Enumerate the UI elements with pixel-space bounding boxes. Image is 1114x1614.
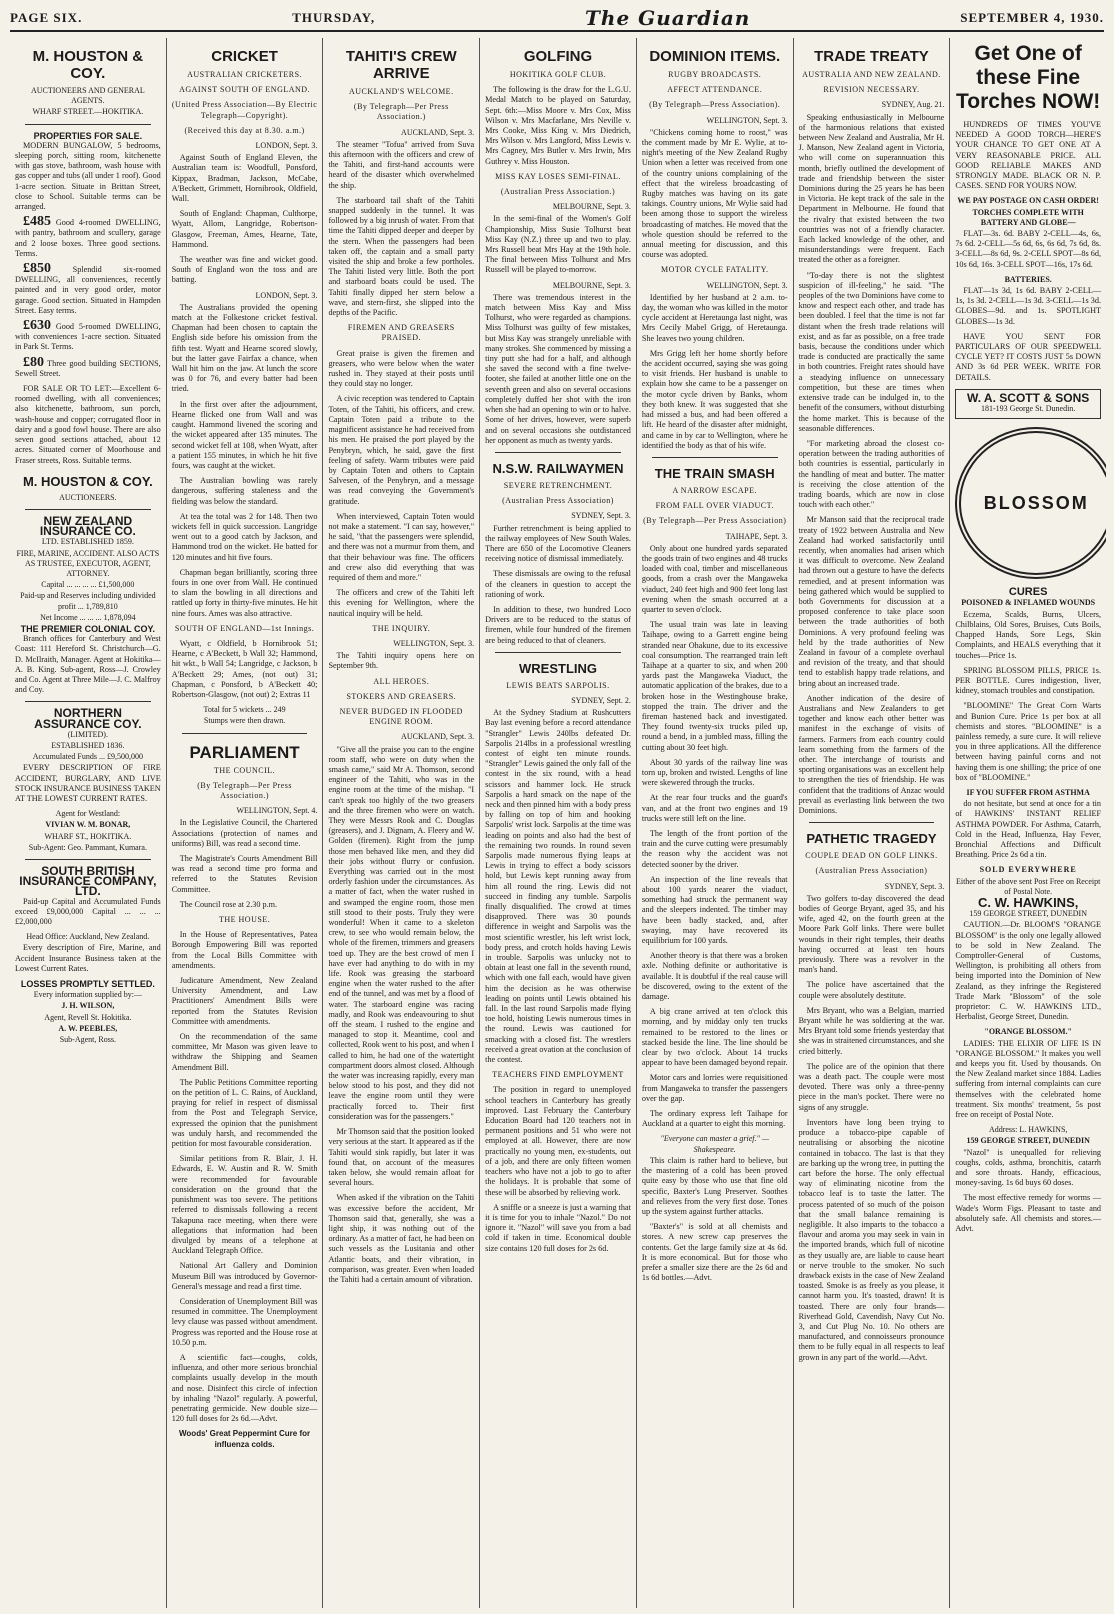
insurance-lines: FIRE, MARINE, ACCIDENT. ALSO ACTS AS TRUSTEE, EXECUTOR, AGENT, ATTORNEY.	[16, 548, 160, 578]
insurance-agent: A. W. PEEBLES,	[58, 1023, 118, 1033]
insurance-subagent: Sub-Agent: Geo. Pammant, Kumara.	[28, 842, 147, 852]
insurance-established: ESTABLISHED 1836.	[51, 740, 125, 750]
insurance-agent-address: Sub-Agent, Ross.	[59, 1035, 116, 1045]
insurance-agent: VIVIAN W. M. BONAR,	[45, 820, 131, 830]
article-subhead: RUGBY BROADCASTS.	[668, 70, 762, 79]
advertisement-subhead: CURES	[1008, 586, 1048, 599]
article-subhead: MISS KAY LOSES SEMI-FINAL.	[495, 171, 621, 181]
article-paragraph: Against South of England Eleven, the Australian team is: Woodfull, Ponsford, Kippax, Bradman, Jackson, McCabe, A'Beckett, Grimmett, Hornibrook, Oldfield, Wall.	[171, 153, 318, 204]
article-paragraph: These dismissals are owing to the refusal of the cleaners in question to accept the rationing of work.	[485, 569, 631, 599]
article-headline: PARLIAMENT	[189, 742, 300, 762]
insurance-heading: NEW ZEALAND INSURANCE CO.	[39, 513, 136, 539]
advertisement-note: WE PAY POSTAGE ON CASH ORDER!	[957, 196, 1099, 206]
article-paragraph: "Give all the praise you can to the engine room staff, who were on duty when the smash came," said Mr A. Thomson, second engineer of the Tahiti, who was in the engine room at the time of the mishap. "I can't speak too highly of the two greasers and the three firemen who were on watch. They were Messrs Rook and C. Douglas (greasers), and J. Dignam, A. Fleery and W. Golden (firemen). Right from the jump those men behaved like men, and they did their jobs without flurry or confusion. Everything was carried out in the most orderly fashion under the circumstances. As a matter of fact, when the water rushed in and swamped the engine room, those men still stood to their posts. Truly they were wonderful! When it came to a skeleton crew, to see who would remain below, the whole of the firemen, trimmers and greasers toed up. They are the best crowd of men I have ever had anything to do with in my life. Rook was greasing the starboard engine when the water rushed to the after end of the tunnel, and was met by a flood of water. The starboard engine was racing madly, and Rook was endeavouring to shut off the steam. I rushed to the engine and managed to stop it. Meantime, cool and collected, Rook went to his post, and when I called to him, he had one of the watertight compartment doors almost closed. Although the water was increasing rapidly, every man below stood to his post, and they did not leave the engine room until they were practically forced to. Their first consideration was for the passengers."	[328, 744, 475, 1121]
section-heading: PROPERTIES FOR SALE.	[33, 130, 143, 141]
column-1	[10, 38, 167, 1608]
article-subhead: REVISION NECESSARY.	[823, 85, 920, 95]
advertisement-text: Eczema, Scalds, Burns, Ulcers, Chilblains, Old Sores, Bruises, Cuts Boils, Chapped Hands, Sore Legs, Skin Complaints, and HEALS everything that it touches—Price 1s.	[955, 609, 1102, 660]
article-paragraph: The Public Petitions Committee reporting on the petition of L. C. Rains, of Auckland, praying for relief in respect of dismissal from the Post and Telegraph Service, expressed the opinion that the punishment was unduly harsh, and recommended the petition for most favourable consideration.	[171, 1077, 318, 1149]
article-paragraph: National Art Gallery and Dominion Museum Bill was introduced by Governor-General's message and read a first time.	[171, 1261, 318, 1291]
article-subhead: STOKERS AND GREASERS.	[346, 691, 457, 701]
insurance-agent-address: Agent, Revell St. Hokitika.	[44, 1012, 132, 1022]
article-headline: N.S.W. RAILWAYMEN	[492, 460, 624, 476]
blossom-seal-logo	[955, 427, 1106, 579]
property-listing: FOR SALE OR TO LET:—Excellent 6-roomed dwelling, with all conveniences; also kitchenette, bathroom, sun porch, wash-house and copper; corrugated floor in dairy and a good fowl house. There are also seven good sections attached, about 12 acres. Situated corner of Moorhouse and Fraser streets, Ross. Suitable terms.	[15, 384, 161, 465]
article-paragraph: About 30 yards of the railway line was torn up, broken and twisted. Lengths of line were skewered through the trucks.	[641, 757, 788, 788]
scorecard-heading: SOUTH OF ENGLAND—1st Innings.	[174, 623, 315, 633]
property-text: Good 5-roomed DWELLING, with conveniences 1-acre section. Situated in Park St. Terms.	[15, 322, 161, 352]
day-label: THURSDAY,	[292, 10, 376, 25]
article-subhead: THE HOUSE.	[218, 915, 271, 925]
press-credit: (By Telegraph—Per Press Association.)	[197, 780, 292, 800]
article-paragraph: The officers and crew of the Tahiti left this evening for Wellington, where the nautical inquiry will be held.	[328, 588, 475, 618]
property-price: £630	[23, 318, 51, 334]
property-text: Good 4-roomed DWELLING, with pantry, bathroom and scullery, garage and 2 loose boxes. Three good sections. Terms.	[15, 218, 161, 258]
advertisement-text: HUNDREDS OF TIMES YOU'VE NEEDED A GOOD TORCH—HERE'S YOUR CHANCE TO GET ONE AT A VERY REASONABLE PRICE. ALL GOOD RELIABLE MAKES AND STRONGLY MADE. BLACK OR N. P. CASES. SEND FOR YOURS NOW.	[955, 120, 1102, 191]
price-list: FLAT—3s. 6d. BABY 2-CELL—4s, 6s, 7s 6d. 2-CELL—5s 6d, 6s, 6s 6d, 7s 6d, 8s. 3-CELL—8s 6d, 9s. 2-CELL SPOT—8s 6d, 10s 6d, 16s. 3-CELL SPOT—16s, 17s 6d.	[955, 229, 1102, 269]
insurance-info: Every information supplied by:—	[33, 990, 142, 1000]
article-headline: TAHITI'S CREW ARRIVE	[345, 48, 457, 82]
article-subhead: FROM FALL OVER VIADUCT.	[655, 501, 774, 511]
insurance-subtitle: LTD. ESTABLISHED 1859.	[41, 537, 134, 547]
article-paragraph: At tea the total was 2 for 148. Then two wickets fell in quick succession. Langridge went out to a good catch by Jackson, and Hammond trod on the wicket. He batted for 120 minutes and hit five fours.	[171, 511, 318, 562]
advertisement-subhead: IF YOU SUFFER FROM ASTHMA	[966, 787, 1090, 797]
advertisement-text: do not hesitate, but send at once for a tin of HAWKINS' INSTANT RELIEF ASTHMA POWDER. For Asthma, Catarrh, Cold in the Head, Influenza, Hay Fever, Bronchial Affections and Difficult Breathing. Price 2s 6d a tin.	[955, 799, 1102, 860]
article-paragraph: Further retrenchment is being applied to the railway employees of New South Wales. There are 650 of the Locomotive Cleaners receiving notice of dismissal immediately.	[485, 523, 631, 564]
article-paragraph: The length of the front portion of the train and the curve cutting were presumably the reason why the accident was not detected sooner by the driver.	[641, 829, 788, 869]
dateline: TAIHAPE, Sept. 3.	[725, 531, 788, 541]
article-paragraph: The Australian bowling was rarely dangerous, suffering staleness and the fielding was below the standard.	[171, 476, 318, 506]
article-headline: PATHETIC TRAGEDY	[806, 831, 937, 847]
advertisement-headline: Get One of these Fine Torches NOW!	[956, 42, 1101, 113]
insurance-figure: Accumulated Funds ... £9,500,000	[32, 752, 143, 762]
article-paragraph: Consideration of Unemployment Bill was resumed in committee. The Unemployment levy clause was passed without amendment. Progress was reported and the House rose at 10.50 p.m.	[171, 1296, 318, 1347]
insurance-heading: SOUTH BRITISH INSURANCE COMPANY, LTD.	[19, 864, 157, 899]
insurance-office: Head Office: Auckland, New Zealand.	[26, 932, 150, 942]
insurance-text: Every description of Fire, Marine, and Accident Insurance Business taken at the Lowest Current Rates.	[15, 943, 161, 973]
article-paragraph: Mr Thomson said that the position looked very serious at the start. It appeared as if the Tahiti would sink rapidly, but later it was found that, on account of the measures taken below, she would remain afloat for several hours.	[328, 1127, 475, 1188]
article-subhead: ALL HEROES.	[373, 676, 430, 686]
article-paragraph: When interviewed, Captain Toten would not make a statement. "I can say, however," he said, "that the passengers were splendid, and there was not a murmur from them, and that their behaviour was fine. The officers and crew also did everything that was required of them and more."	[328, 511, 475, 582]
insurance-text: EVERY DESCRIPTION OF FIRE ACCIDENT, BURGLARY, AND LIVE STOCK INSURANCE BUSINESS TAKEN AT THE LOWEST CURRENT RATES.	[15, 763, 161, 803]
advertisement-text: This claim is rather hard to believe, but the mastering of a cold has been proved quite easy by those who use that fine old specific, Baxter's Lung Preserver. Soothes and relieves from the very first dose. Tones up the system against further attacks.	[641, 1155, 788, 1216]
property-text: Three good building SECTIONS, Sewell Street.	[15, 358, 161, 378]
advertisement-text: A sniffle or a sneeze is just a warning that it is time for you to inhale "Nazol." Do not ignore it. "Nazol" will save you from a bad cold if taken in time. Economical double size contains 120 full doses for 2s 6d.	[485, 1202, 631, 1253]
article-subhead: NEVER BUDGED IN FLOODED ENGINE ROOM.	[339, 706, 463, 727]
press-credit: (Australian Press Association)	[502, 496, 614, 506]
property-listing	[15, 354, 161, 379]
column-7	[950, 38, 1106, 1608]
article-paragraph: The police are of the opinion that there was a death pact. The couple were most devoted. There was only a three-penny piece in the man's pocket. There were no signs of any struggle.	[798, 1061, 945, 1112]
article-paragraph: At the Sydney Stadium at Rushcutters Bay last evening before a record attendance "Strangler" Lewis 240lbs defeated Dr. Sarpolis 214lbs in a professional wrestling contest of eight ten minute rounds. "Strangler" Lewis gained the only fall of the contest in the six round, with a head scissors and hammer lock. He struck Sarpolis a hard smack on the nape of the neck and then pinned him with a body press by falling on top of him and hooking Sarpolis' wrist lock. Sarpolis at the time was leading on points and also had the best of the remaining two rounds. In round seven Sarpolis made numerous flying leaps at Lewis in trying to effect a body scissors hold, but Lewis kept running away from him all round the ring. Lewis did not succeed in finding any tumble. Sarpolis finally disqualified. The crowd at times disapproved. There was 30 pounds difference in weight and Sarpolis was the most scientific wrestler, his left wrist lock, body press, and crotch holds having Lewis in trouble. Sarpolis was unlucky not to obtain at least one fall in the seventh round, which with one fall each, would have given him the decision as he was otherwise leading on points until Lewis obtained his fall. In the last round Sarpolis made flying toe hold, hoisting Lewis numerous times in the round. Lewis was cautioned for smacking with a closed fist. The wrestlers received a great ovation at the conclusion of the contest.	[485, 708, 631, 1065]
article-subhead: COUPLE DEAD ON GOLF LINKS.	[805, 851, 938, 861]
article-paragraph: Mrs Bryant, who was a Belgian, married Bryant while he was soldiering at the war. Mrs Bryant told some friends yesterday that she was in straitened circumstances, and she cried bitterly.	[798, 1005, 945, 1056]
article-paragraph: Mr Manson said that the reciprocal trade treaty of 1922 between Australia and New Zealand had worked satisfactorily until recently, when anomalies had arisen which it was difficult to overcome. New Zealand had thrown out a gesture to have the defects remedied, and at present information was being gathered which would be supplied to both Governments for discussion at a proposed conference to take place soon between the trade authorities of both Dominions. A very profound feeling was held by the trade authorities of New Zealand in favour of a complete overhaul and revision of the treaty, and that should tend to establish happy trade relations, and bring about an increased trade.	[798, 515, 945, 688]
newspaper-title: The Guardian	[585, 6, 751, 30]
insurance-figure: Capital ... ... ... ... £1,500,000	[41, 580, 135, 590]
article-subhead: A NARROW ESCAPE.	[672, 485, 757, 495]
dateline: SYDNEY, Sept. 3.	[884, 881, 945, 891]
insurance-branches: Branch offices for Canterbury and West Coast: 111 Hereford St. Christchurch—G. D. McIlraith, Manager. Agent at Hokitika—A. B. King. Sub-agent, Ross—J. Crowley and Co. Agent at Three Mile—J. C. Malfroy and Coy.	[15, 634, 161, 695]
property-text: Splendid six-roomed DWELLING, all conveniences, recently painted and in very good order, motor garage. Good section. Situated in Hampden Street. Easy terms.	[15, 265, 161, 315]
article-paragraph: In the semi-final of the Women's Golf Championship, Miss Susie Tolhurst beat Miss Kay (N.Z.) three up and two to play. Mrs Russell beat Mrs Hay at the 19th hole. The final between Miss Tolhurst and Mrs Russell will be played to-morrow.	[485, 214, 631, 275]
press-credit: (Australian Press Association)	[815, 866, 928, 876]
advertisement-text: "Baxter's" is sold at all chemists and stores. A new screw cap preserves the contents. Get the large family size at 4s 6d. It is more economical. But for those who prefer a smaller size there are the 2s 6d and 1s 6d bottles.—Advt.	[641, 1222, 788, 1283]
article-paragraph: Only about one hundred yards separated the goods train of two engines and 48 trucks loaded with coal, timber and miscellaneous goods, from a crash over the Mangaweka viaduct, 240 feet high and 900 feet long last evening when the smash occurred at a quarter to seven o'clock.	[641, 543, 788, 614]
article-paragraph: Motor cars and lorries were requisitioned from Mangaweka to transfer the passengers over the gap.	[641, 1073, 788, 1103]
article-subhead: HOKITIKA GOLF CLUB.	[509, 70, 607, 79]
date-label: SEPTEMBER 4, 1930.	[960, 10, 1104, 25]
article-paragraph: On the recommendation of the same committee, Mr Mason was given leave to withdraw the Shipping and Seamen Amendment Bill.	[171, 1032, 318, 1072]
received-note: (Received this day at 8.30. a.m.)	[184, 125, 305, 135]
press-credit: (Australian Press Association.)	[500, 187, 616, 197]
press-credit: (By Telegraph—Per Press Association)	[643, 516, 787, 526]
article-paragraph: The Australians provided the opening match at the Folkestone cricket festival. Chapman had been chosen to captain the English side before his omission from the fifth test. Wyatt and Hearne scored slowly, but the latter gave Fairfax a chance, when Wall hit him on the jaw. At lunch the score was 0 for 76, and every batter had been tried.	[171, 302, 318, 394]
article-subhead: AGAINST SOUTH OF ENGLAND.	[179, 85, 311, 95]
insurance-figure: Paid-up and Reserves including undivided profit ... 1,789,810	[20, 591, 156, 611]
dateline: SYDNEY, Sept. 3.	[571, 511, 631, 521]
article-paragraph: A big crane arrived at ten o'clock this morning, and by midday only ten trucks remained to be restored to the lines or stacked beside the line. The line should be clear by two o'clock. About 14 trucks appear to have been damaged beyond repair.	[641, 1007, 788, 1068]
article-paragraph: In the House of Representatives, Patea Borough Empowering Bill was reported from the Local Bills Committee with amendments.	[171, 930, 318, 970]
dateline: WELLINGTON, Sept. 4.	[236, 806, 318, 816]
insurance-agent-address: WHARF ST., HOKITIKA.	[44, 831, 132, 841]
advertisement-subhead: POISONED & INFLAMED WOUNDS	[961, 598, 1096, 608]
article-subhead: THE COUNCIL.	[214, 765, 276, 775]
article-headline: DOMINION ITEMS.	[649, 48, 781, 65]
advertisement-text: The most effective remedy for worms —Wade's Worm Figs. Pleasant to taste and absolutely safe. All chemists and stores.—Advt.	[955, 1193, 1102, 1234]
article-paragraph: The Council rose at 2.30 p.m.	[179, 899, 278, 909]
article-paragraph: "Chickens coming home to roost," was the comment made by Mr E. Wylie, at to-night's meeting of the New Zealand Rugby Union when a letter was received from one of the country unions complaining of the effect that the wireless broadcasting of Rugby matches was having on its gate takings. Country unions, Mr Wylie said had been among those to support the wireless broadcasting of matches. He moved that the whole question should be referred to the annual meeting for discussion, and this course was adopted.	[641, 127, 788, 260]
article-paragraph: Mrs Grigg left her home shortly before the accident occurred, saying she was going to visit friends. Her husband is unable to explain how she came to be a passenger on the motor cycle driven by Banks, whom they both knew. It was suggested that she had missed a bus, and had been offered a lift. He heard of the disaster after midnight, and came in by car to Wellington, where he identified the body as that of his wife.	[641, 348, 788, 450]
dateline: AUCKLAND, Sept. 3.	[401, 127, 475, 137]
article-subhead: FIREMEN AND GREASERS PRAISED.	[347, 323, 455, 343]
article-headline: WRESTLING	[519, 660, 598, 676]
article-headline: GOLFING	[523, 48, 593, 65]
article-paragraph: Great praise is given the firemen and greasers, who were below when the water rushed in. They stayed at their posts until they could stay no longer.	[328, 348, 475, 389]
dateline: WELLINGTON, Sept. 3.	[706, 115, 788, 125]
article-subhead: TEACHERS FIND EMPLOYMENT	[492, 1070, 624, 1080]
article-paragraph: In addition to these, two hundred Loco Drivers are to be reduced to the status of firemen, while four hundred of the firemen are being reduced to that of cleaners.	[485, 604, 631, 645]
article-paragraph: Another theory is that there was a broken axle. Nothing definite or authoritative is available. It is doubtful if the real cause will be discovered, owing to the extent of the damage.	[641, 951, 788, 1002]
dateline: SYDNEY, Aug. 21.	[881, 100, 945, 110]
insurance-figure: Paid-up Capital and Accumulated Funds exceed £9,000,000 Capital ... ... ... £2,000,000	[15, 896, 161, 927]
article-subhead: AUCKLAND'S WELCOME.	[349, 87, 454, 96]
article-headline: TRADE TREATY	[814, 48, 929, 65]
advertiser-address: 181-193 George St. Dunedin.	[981, 404, 1076, 414]
advertiser-name: W. A. SCOTT & SONS	[967, 390, 1090, 405]
dateline: AUCKLAND, Sept. 3.	[401, 732, 475, 742]
insurance-heading: NORTHERN ASSURANCE COY.	[34, 706, 142, 731]
property-price: £80	[23, 354, 44, 370]
article-paragraph: The usual train was late in leaving Taihape, owing to a Garrett engine being stranded near Ohakune, due to its excessive coal consumption. The rearranged train left Taihape at a quarter to six, and when 200 yards past the Mangaweka Viaduct, the automatic application of the brakes, due to a broken hose in the Westinghouse brake, stopped the train. The driver and the fireman hastened back and investigated. They found twenty-six trucks piled up, round a bend, in a jumbled mass, filling the cutting about 30 feet high.	[641, 620, 788, 752]
scorecard: Wyatt, c Oldfield, b Hornibrook 51; Hearne, c A'Beckett, b Wall 32; Hammond, hit wkt., b Wall 54; Langridge, c Jackson, b A'Beckett 29; Ames, (not out) 31; Chapman, c Ponsford, b A'Beckett 40; Robertson-Glasgow, (not out) 2; Extras 11	[171, 638, 318, 699]
advertiser-subtitle: AUCTIONEERS.	[59, 492, 117, 502]
property-price: £850	[23, 261, 51, 277]
property-listing: MODERN BUNGALOW, 5 bedrooms, sleeping porch, sitting room, kitchenette with gas stove, bathroom, wash house with gas copper and tubs (all under 1 roof). Good 1-acre section. Situate in Brittan Street, close to School. Suitable terms can be arranged.	[15, 140, 161, 212]
column-6	[794, 38, 951, 1608]
article-paragraph: A civic reception was tendered to Captain Toten, of the Tahiti, his officers, and crew. Captain Toten paid a tribute to the magnificent assistance he had received from his men. He praised the port played by the Penybryn, which, he said, gave the first feeling of safety. Warm tributes were paid by Captain Toten and others to Captain Salvesen, of the Penybryn, and a message was read conveying the Government's gratitude.	[328, 394, 475, 506]
insurance-tagline: LOSSES PROMPTLY SETTLED.	[20, 979, 155, 990]
dateline: SYDNEY, Sept. 2.	[571, 695, 631, 705]
article-paragraph: There was tremendous interest in the match between Miss Kay and Miss Tolhurst, who were regarded as champions. Miss Tolhurst was guilty of few mistakes, but Miss Kay was strangely unreliable with many strokes. She commenced by missing a tiny putt she had for a half, and although she saved the second with a fine twelve-footer, she failed at another little one on the seventh green and also on several occasions completely duffed her shot with the iron when she had an opening to win or to halve. Some of her drives, however, were superb and on several occasions she outdistanced her opponent as much as twenty yards.	[485, 292, 631, 445]
article-subhead: THE INQUIRY.	[372, 623, 431, 633]
advertisement-text: Inventors have long been trying to produce a tobacco-pipe capable of neutralising or absorbing the nicotine contained in tobacco. The last is that they are barking up the wrong tree, in putting the cart before the horse. The only effectual way of eliminating nicotine from the tobacco leaf is to taste the latter. The process patented of so much of the poison that the small balance remaining is negligible. It also imparts to the tobacco a flavour and aroma you may seek in vain in the imported brands, which full of nicotine as they usually are, are liable to cause heart or nerve trouble to the smoker. No such drawback exists in the case of New Zealand toasted. Smoke is as freely as you please, it cannot harm you. It's toasted, drawn! It is toasted. There are only four brands—Riverhead Gold, Cavendish, Navy Cut No. 3, and Cut Plug No. 10. No others are manufactured, and connoisseurs pronounce them to be fully equal in all respects to leaf grown in any part of the world.—Advt.	[798, 1117, 945, 1362]
advertiser-name: Address: L. HAWKINS,	[988, 1125, 1068, 1135]
dateline: LONDON, Sept. 3.	[255, 290, 318, 300]
advertiser-box	[955, 389, 1101, 419]
advertiser-address: 159 GEORGE STREET, DUNEDIN	[966, 1136, 1090, 1146]
advertiser-subtitle: AUCTIONEERS AND GENERAL AGENTS.	[30, 86, 145, 106]
article-subhead: AFFECT ATTENDANCE.	[667, 85, 763, 95]
press-credit: (United Press Association—By Electric Telegraph—Copyright).	[171, 100, 318, 120]
advertisement-footer: Woods' Great Peppermint Cure for influenza colds.	[179, 1429, 311, 1449]
article-paragraph: When asked if the vibration on the Tahiti was excessive before the accident, Mr Thomson said that, generally, she was a light ship, it was nothing out of the ordinary. As a matter of fact, he had been on such vessels as the Lusitania and other Atlantic boats, and their vibration, in comparison, was greater. Even when loaded the Tahiti had a certain amount of vibration.	[328, 1193, 475, 1284]
advertisement-text: A scientific fact—coughs, colds, influenza, and other more serious bronchial complaints usually develop in the mouth and nose. Disinfect this circle of infection by inhaling "Nazol" regularly. A powerful, penetrating germicide. New double size—120 full doses for 2s 6d.—Advt.	[171, 1352, 318, 1424]
dateline: MELBOURNE, Sept. 3.	[552, 280, 631, 290]
advertisement-note: Either of the above sent Post Free on Receipt of Postal Note.	[955, 876, 1101, 896]
price-list: FLAT—1s 3d, 1s 6d. BABY 2-CELL—1s, 1s 3d. 2-CELL—1s 3d. 3-CELL—1s 3d. GLOBES—9d. and 1s. SPOTLIGHT GLOBES—1s 3d.	[955, 286, 1102, 326]
insurance-figure: Net Income ... ... ... 1,878,094	[40, 612, 136, 622]
article-paragraph: The following is the draw for the L.G.U. Medal Match to be played on Saturday, Sept. 6th:—Miss Moore v. Mrs Cox, Miss Wilson v. Mrs Macfarlane, Mrs Neville v. Mrs Cooke, Miss King v. Mrs Diedrich, Mrs Wilson v. Mrs Langford, Miss Lewis v. Mrs Cagney, Mrs Butler v. Mrs Irwin, Mrs Guthrey v. Miss Houston.	[485, 85, 631, 166]
advertisement-text: CAUTION.—Dr. BLOOM'S "ORANGE BLOSSOM" is the only one legally allowed to be sold in New Zealand. The Comptroller-General of Customs, Wellington, is prohibiting all others from being imported into the Dominion of New Zealand, as they infringe the Registered Trade Mark "Blossom" of the sole proprietor: C. W. HAWKINS LTD., Herbalist, George Street, Dunedin.	[955, 920, 1102, 1022]
article-paragraph: "To-day there is not the slightest suspicion of ill-feeling," he said. "The peoples of the two Dominions have come to know and respect each other, and trade has been doubled. I feel that the time is not far distant when the fresh trade relations will exist, and as far as possible, on a free trade basis, because the conditions under which trade is conducted are practically the same in both countries. Freight rates should have a steadying influence on unnecessary competition, but these are times when extensive trade can be indulged in, to the benefit of the consumers, without disturbing the home market. This is because of the seasonable differences.	[798, 270, 945, 433]
article-paragraph: In the Legislative Council, the Chartered Associations (protection of names and uniforms) Bill, was read a second time.	[171, 818, 318, 848]
dateline: WELLINGTON, Sept. 3.	[393, 638, 475, 648]
property-price: £485	[23, 214, 51, 230]
article-paragraph: In the first over after the adjournment, Hearne flicked one from Wall and was caught. Hammond livened the scoring and the wicket appeared after 135 minutes. The second wicket fell at 108, when Wyatt, after a patient 155 minutes, in which he hit five fours, was caught at the wicket.	[171, 399, 318, 470]
article-subhead: AUSTRALIA AND NEW ZEALAND.	[802, 70, 941, 79]
article-paragraph: An inspection of the line reveals that about 100 yards nearer the viaduct, something had struck the permanent way and the sleepers indented. The timber may have been badly stacked, and, after swaying, may have recovered its equilibrium for 100 yards.	[641, 874, 788, 946]
article-paragraph: Identified by her husband at 2 a.m. to-day, the woman who was killed in the motor cycle accident at Heretaunga last night, was Mrs Cecily Mabel Grigg, of Heretaunga. She leaves two young children.	[641, 292, 788, 343]
dateline: LONDON, Sept. 3.	[255, 141, 318, 151]
article-subhead: LEWIS BEATS SARPOLIS.	[506, 680, 610, 690]
article-paragraph: Similar petitions from R. Blair, J. H. Edwards, E. W. Austin and R. W. Smith were recommended for favourable consideration on the ground that the punishment was too severe. The petitions referred to dismissals following a recent Takapuna race meeting, when there were allegations that information had been divulged by means of a telephone at Auckland Telegraph Office.	[171, 1154, 318, 1256]
column-3	[323, 38, 480, 1608]
insurance-agent: J. H. WILSON,	[61, 1001, 115, 1011]
column-4	[480, 38, 637, 1608]
article-paragraph: The weather was fine and wicket good. South of England won the toss and are batting.	[171, 255, 318, 285]
page-number: PAGE SIX.	[10, 10, 83, 25]
advertiser-address: 159 GEORGE STREET, DUNEDIN	[969, 909, 1087, 919]
article-headline: THE TRAIN SMASH	[654, 465, 775, 481]
article-subhead: AUSTRALIAN CRICKETERS.	[187, 70, 303, 79]
press-credit: (By Telegraph—Per Press Association.)	[353, 102, 449, 122]
article-paragraph: The starboard tail shaft of the Tahiti snapped suddenly in the tunnel. It was followed by a big inrush of water. From that time the Tahiti dipped deeper and deeper by the stern. When the passengers had been taken off, the captain and a small party visited the ship and broke a few portholes. The Tahiti listed very little. Both the port and starboard boats could be used. The Tahiti finally dipped her stern below a wave, and stern-first, she slipped into the depths of the Pacific.	[328, 195, 475, 318]
advertisement-text: HAVE YOU SENT FOR PARTICULARS OF OUR SPEEDWELL CYCLE YET? IT COSTS JUST 5s DOWN AND 3s 6d PER WEEK. WRITE FOR DETAILS.	[955, 331, 1102, 382]
article-paragraph: South of England: Chapman, Culthorpe, Wyatt, Allom, Langridge, Robertson-Glasgow, Freeman, Ames, Hearne, Tate, Hammond.	[171, 209, 318, 249]
article-subhead: MOTOR CYCLE FATALITY.	[661, 265, 769, 275]
advertisement-text: SPRING BLOSSOM PILLS, PRICE 1s. PER BOTTLE. Cures indigestion, liver, kidney, stomach troubles and constipation.	[955, 665, 1102, 696]
article-paragraph: The ordinary express left Taihape for Auckland at a quarter to eight this morning.	[641, 1109, 788, 1129]
advertiser-name: C. W. HAWKINS,	[977, 894, 1079, 910]
article-paragraph: Another indication of the desire of Australians and New Zealanders to get together and know each other better was manifest in the exchange of visits of farmers. Farmers from each country could learn something from the farmers of the other. The interchange of tourists and sporting organisations was an excellent help to strengthen the ties of friendship. He was confident that the traditions of Anzac would prevail as everlasting link between the two Dominions.	[798, 693, 945, 816]
article-paragraph: The steamer "Tofua" arrived from Suva this afternoon with the officers and crew of the Tahiti, and first-hand accounts were heard of the disaster which overwhelmed the ship.	[328, 139, 475, 190]
article-paragraph: At the rear four trucks and the guard's van, and at the front two engines and 19 trucks were still left on the line.	[641, 793, 788, 823]
advertisement-subhead: "ORANGE BLOSSOM."	[984, 1027, 1072, 1037]
advertisement-subhead: TORCHES COMPLETE WITH BATTERY AND GLOBE—	[972, 207, 1084, 227]
article-paragraph: The police have ascertained that the couple were absolutely destitute.	[798, 980, 945, 1000]
article-paragraph: Judicature Amendment, New Zealand University Amendment, and Law Practitioners' Amendment Bills were reported from the Statutes Revision Committee with amendments.	[171, 976, 318, 1026]
advertiser-name: M. HOUSTON & COY.	[22, 473, 153, 489]
article-subhead: SEVERE RETRENCHMENT.	[503, 480, 613, 490]
article-paragraph: Chapman began brilliantly, scoring three fours in one over from Wall. He continued to slam the bowling in all directions and rattled up forty in thirty-five minutes. He hit nine fours. Ames was also attractive.	[171, 567, 318, 618]
property-listing	[15, 214, 161, 259]
advertisement-text: "BLOOMINE" The Great Corn Warts and Bunion Cure. Price 1s per box at all chemists and stores. "BLOOMINE" is a painless remedy, a sure cure. It will relieve you in three applications. All the difference between having painful corns and not having them is one shilling; the price of one box of "BLOOMINE."	[955, 701, 1102, 782]
press-credit: (By Telegraph—Press Association).	[649, 100, 781, 110]
column-2	[167, 38, 324, 1608]
advertisement-text: "Nazol" is unequalled for relieving coughs, colds, asthma, bronchitis, catarrh and sore throats. Handy, efficacious, money-saving. 1s 6d buys 60 doses.	[955, 1147, 1102, 1188]
article-paragraph: Stumps were then drawn.	[203, 716, 286, 726]
seal-text: BLOSSOM	[983, 493, 1089, 514]
article-paragraph: "For marketing abroad the closest co-operation between the trading authorities of both countries is essential, particularly in the handling of meat and butter. The matter is receiving the close attention of the trading boards, which are now in close touch with each other."	[798, 438, 945, 510]
insurance-agent-label: Agent for Westland:	[55, 809, 121, 819]
dateline: WELLINGTON, Sept. 3.	[706, 280, 788, 290]
article-paragraph: The Magistrate's Courts Amendment Bill was read a second time pro forma and referred to the Statutes Revision Committee.	[171, 854, 318, 894]
article-paragraph: Speaking enthusiastically in Melbourne of the harmonious relations that existed between New Zealand and Australia, Mr H. J. Manson, New Zealand agent in Victoria, who will come on superannuation this month, briefly outlined the development of trade and friendship between the sister Dominions during the 25 years he has been in Victoria. He kept track of the sale in the Department in Melbourne. He found that the rivalry that existed between the two countries was not of a friendly character. Each lacked knowledge of the other, and misunderstandings were frequent. Each treated the other as a foreigner.	[798, 112, 945, 265]
advertisement-quote: "Everyone can master a grief." —Shakespeare.	[660, 1134, 769, 1154]
advertiser-address: WHARF STREET.—HOKITIKA.	[32, 107, 144, 117]
property-listing	[15, 318, 161, 353]
advertisement-subhead: BATTERIES.	[1004, 274, 1052, 284]
article-paragraph: The Tahiti inquiry opens here on September 9th.	[328, 651, 475, 671]
property-listing	[15, 261, 161, 316]
scorecard-total: Total for 5 wickets ... 249	[203, 705, 286, 715]
advertiser-name: M. HOUSTON & COY.	[32, 48, 144, 82]
article-headline: CRICKET	[211, 48, 278, 65]
masthead	[10, 6, 1104, 32]
insurance-subtitle: (LIMITED).	[67, 729, 108, 739]
dateline: MELBOURNE, Sept. 3.	[552, 202, 631, 212]
column-5	[637, 38, 794, 1608]
advertisement-text: LADIES: THE ELIXIR OF LIFE IS IN "ORANGE BLOSSOM." It makes you well and keeps you fit. Used by thousands. On the New Zealand market since 1884. Ladies suffering from internal complaints can cure themselves with the celebrated home treatment. Six months' treatment, 5s post free on receipt of Postal Note.	[955, 1038, 1102, 1120]
article-paragraph: The position in regard to unemployed school teachers in Canterbury has greatly improved. Last February the Canterbury Education Board had 120 teachers not in permanent positions and 51 who were not employed at all. However, there are now practically no young men, ex-students, out of a job, and there are only fifteen women teachers who have not a job to go to after the holidays. It is probable that some of these will be absorbed by relieving work.	[485, 1085, 631, 1197]
article-paragraph: Two golfers to-day discovered the dead bodies of George Bryant, aged 35, and his wife, aged 42, on the fourth green at the Moore Park Golf links. There were bullet wounds in their right temples, their deaths having occurred at least ten hours previously. There was a revolver in the man's hand.	[798, 893, 945, 975]
insurance-tagline: THE PREMIER COLONIAL COY.	[20, 623, 156, 634]
advertisement-subhead: SOLD EVERYWHERE	[979, 865, 1077, 875]
